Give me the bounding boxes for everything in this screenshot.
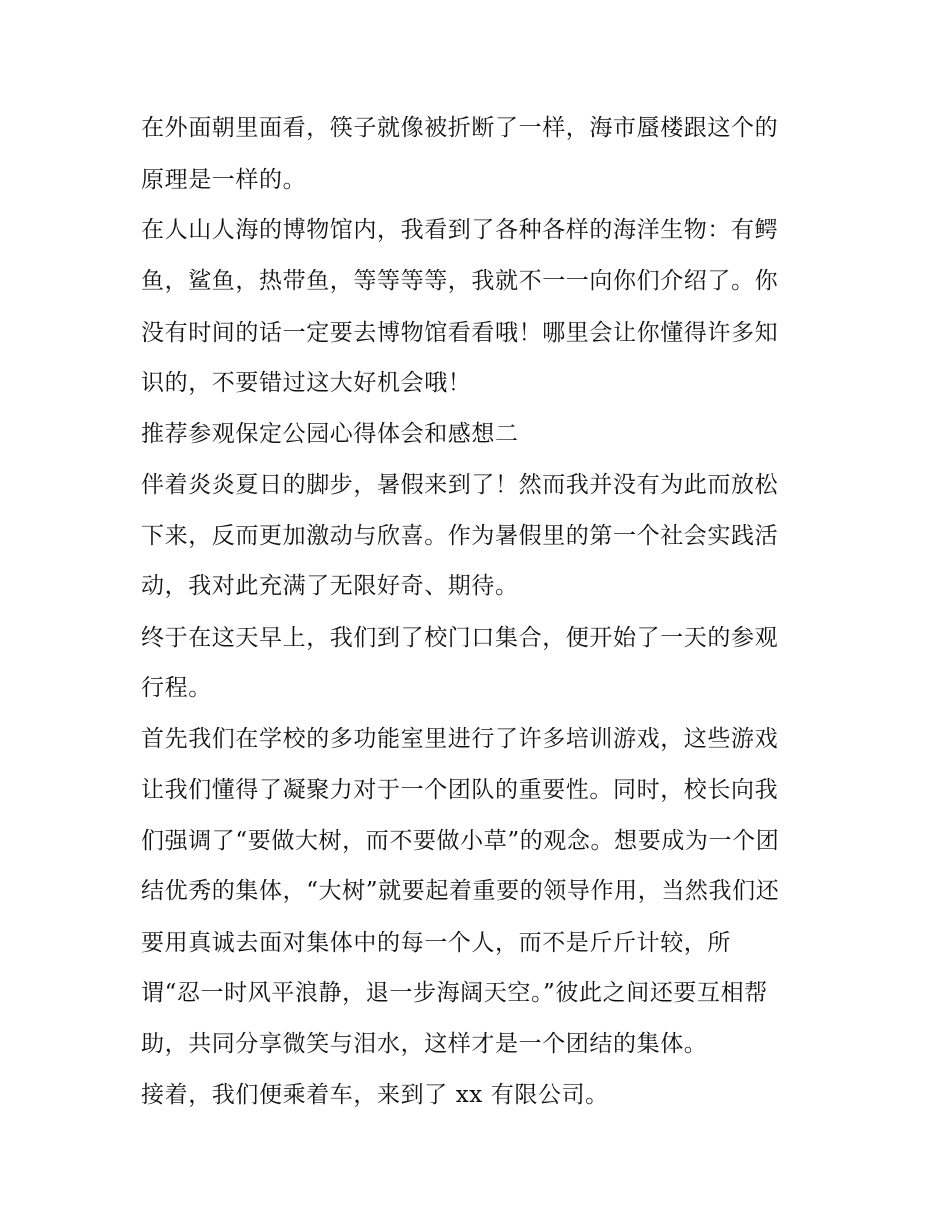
text-line-10: 动，我对此充满了无限好奇、期待。 bbox=[141, 573, 519, 599]
text-line-8: 伴着炎炎夏日的脚步，暑假来到了！然而我并没有为此而放松 bbox=[141, 472, 779, 498]
text-line-11: 终于在这天早上，我们到了校门口集合，便开始了一天的参观 bbox=[141, 625, 779, 651]
text-line-2: 原理是一样的。 bbox=[141, 167, 307, 193]
text-line-6: 识的，不要错过这大好机会哦！ bbox=[141, 370, 472, 396]
text-line-18: 谓“忍一时风平浪静，退一步海阔天空。”彼此之间还要互相帮 bbox=[141, 980, 768, 1006]
text-line-17: 要用真诚去面对集体中的每一个人，而不是斤斤计较，所 bbox=[141, 930, 731, 956]
text-line-16: 结优秀的集体，“大树”就要起着重要的领导作用，当然我们还 bbox=[141, 878, 780, 904]
text-line-19: 助，共同分享微笑与泪水，这样才是一个团结的集体。 bbox=[141, 1031, 708, 1057]
section-heading: 推荐参观保定公园心得体会和感想二 bbox=[141, 421, 519, 447]
text-line-13: 首先我们在学校的多功能室里进行了许多培训游戏，这些游戏 bbox=[141, 726, 779, 752]
text-line-14: 让我们懂得了凝聚力对于一个团队的重要性。同时，校长向我 bbox=[141, 777, 779, 803]
text-line-9: 下来，反而更加激动与欣喜。作为暑假里的第一个社会实践活 bbox=[141, 523, 779, 549]
text-line-5: 没有时间的话一定要去博物馆看看哦！哪里会让你懂得许多知 bbox=[141, 320, 779, 346]
text-line-3: 在人山人海的博物馆内，我看到了各种各样的海洋生物：有鳄 bbox=[141, 217, 779, 243]
text-line-12: 行程。 bbox=[141, 675, 212, 701]
text-line-15: 们强调了“要做大树，而不要做小草”的观念。想要成为一个团 bbox=[141, 828, 780, 854]
text-line-20: 接着，我们便乘着车，来到了 xx 有限公司。 bbox=[141, 1082, 609, 1108]
text-line-4: 鱼，鲨鱼，热带鱼，等等等等，我就不一一向你们介绍了。你 bbox=[141, 268, 779, 294]
text-line-1: 在外面朝里面看，筷子就像被折断了一样，海市蜃楼跟这个的 bbox=[141, 115, 779, 141]
